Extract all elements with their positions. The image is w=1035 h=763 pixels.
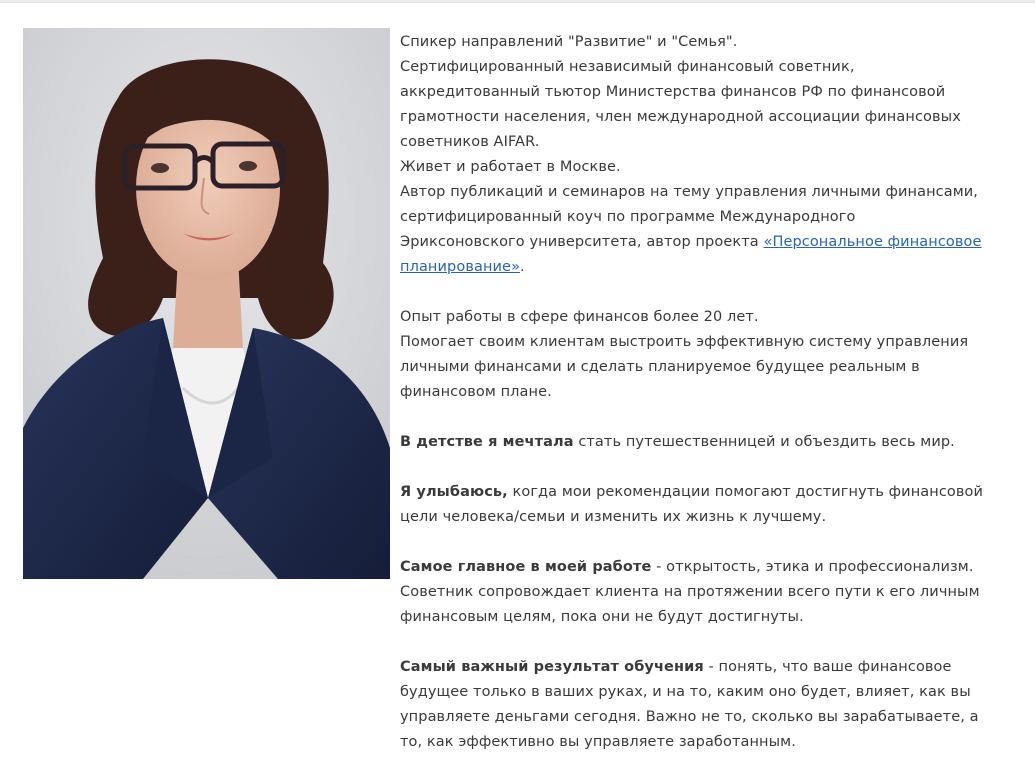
bio-line: Советник сопровождает клиента на протяжении всего пути к его личным (400, 584, 980, 600)
bio-line (400, 255, 1000, 280)
project-link[interactable]: «Персональное финансовое (763, 234, 982, 250)
paragraph-gap (400, 630, 1000, 655)
bio-line: цели человека/семьи и изменить их жизнь к лучшему. (400, 509, 827, 525)
bio-line (400, 230, 1000, 255)
project-link-continued[interactable]: планирование» (400, 259, 521, 275)
bio-line: Сертифицированный независимый финансовый советник, (400, 59, 855, 75)
speaker-bio (400, 30, 1000, 755)
bio-text: - понять, что ваше финансовое (703, 659, 952, 675)
top-divider (0, 0, 1035, 3)
bio-line: Помогает своим клиентам выстроить эффективную систему управления (400, 334, 969, 350)
bio-line: то, как эффективно вы управляете заработанным. (400, 734, 796, 750)
bio-line: Живет и работает в Москве. (400, 159, 621, 175)
bio-line: Опыт работы в сфере финансов более 20 лет. (400, 309, 759, 325)
bio-line (400, 655, 1000, 680)
paragraph-gap (400, 280, 1000, 305)
bio-line (400, 430, 1000, 455)
bio-line: Спикер направлений "Развитие" и "Семья". (400, 34, 738, 50)
bio-text: когда мои рекомендации помогают достигнуть финансовой (507, 484, 984, 500)
bold-lead: Самый важный результат обучения (400, 659, 704, 675)
bio-line: финансовым целям, пока они не будут достигнуты. (400, 609, 804, 625)
bio-line (400, 555, 1000, 580)
bold-lead: Самое главное в моей работе (400, 559, 652, 575)
bio-line: аккредитованный тьютор Министерства финансов РФ по финансовой (400, 84, 946, 100)
paragraph-gap (400, 455, 1000, 480)
bio-line: личными финансами и сделать планируемое будущее реальным в (400, 359, 920, 375)
bio-line (400, 480, 1000, 505)
bio-line: финансовом плане. (400, 384, 552, 400)
bio-line: сертифицированный коуч по программе Международного (400, 209, 856, 225)
bio-line: будущее только в ваших руках, и на то, каким оно будет, влияет, как вы (400, 684, 971, 700)
bio-text: . (520, 259, 525, 275)
bio-text: Эриксоновского университета, автор проекта (400, 234, 764, 250)
paragraph-gap (400, 530, 1000, 555)
bio-text: стать путешественницей и объездить весь мир. (573, 434, 955, 450)
bio-line: управляете деньгами сегодня. Важно не то, сколько вы зарабатываете, а (400, 709, 979, 725)
bio-line: Автор публикаций и семинаров на тему управления личными финансами, (400, 184, 978, 200)
bold-lead: Я улыбаюсь, (400, 484, 508, 500)
paragraph-gap (400, 405, 1000, 430)
bio-line: грамотности населения, член международной ассоциации финансовых (400, 109, 961, 125)
bio-text: - открытость, этика и профессионализм. (651, 559, 974, 575)
speaker-photo (23, 28, 390, 579)
bio-line: советников AIFAR. (400, 134, 540, 150)
bold-lead: В детстве я мечтала (400, 434, 574, 450)
